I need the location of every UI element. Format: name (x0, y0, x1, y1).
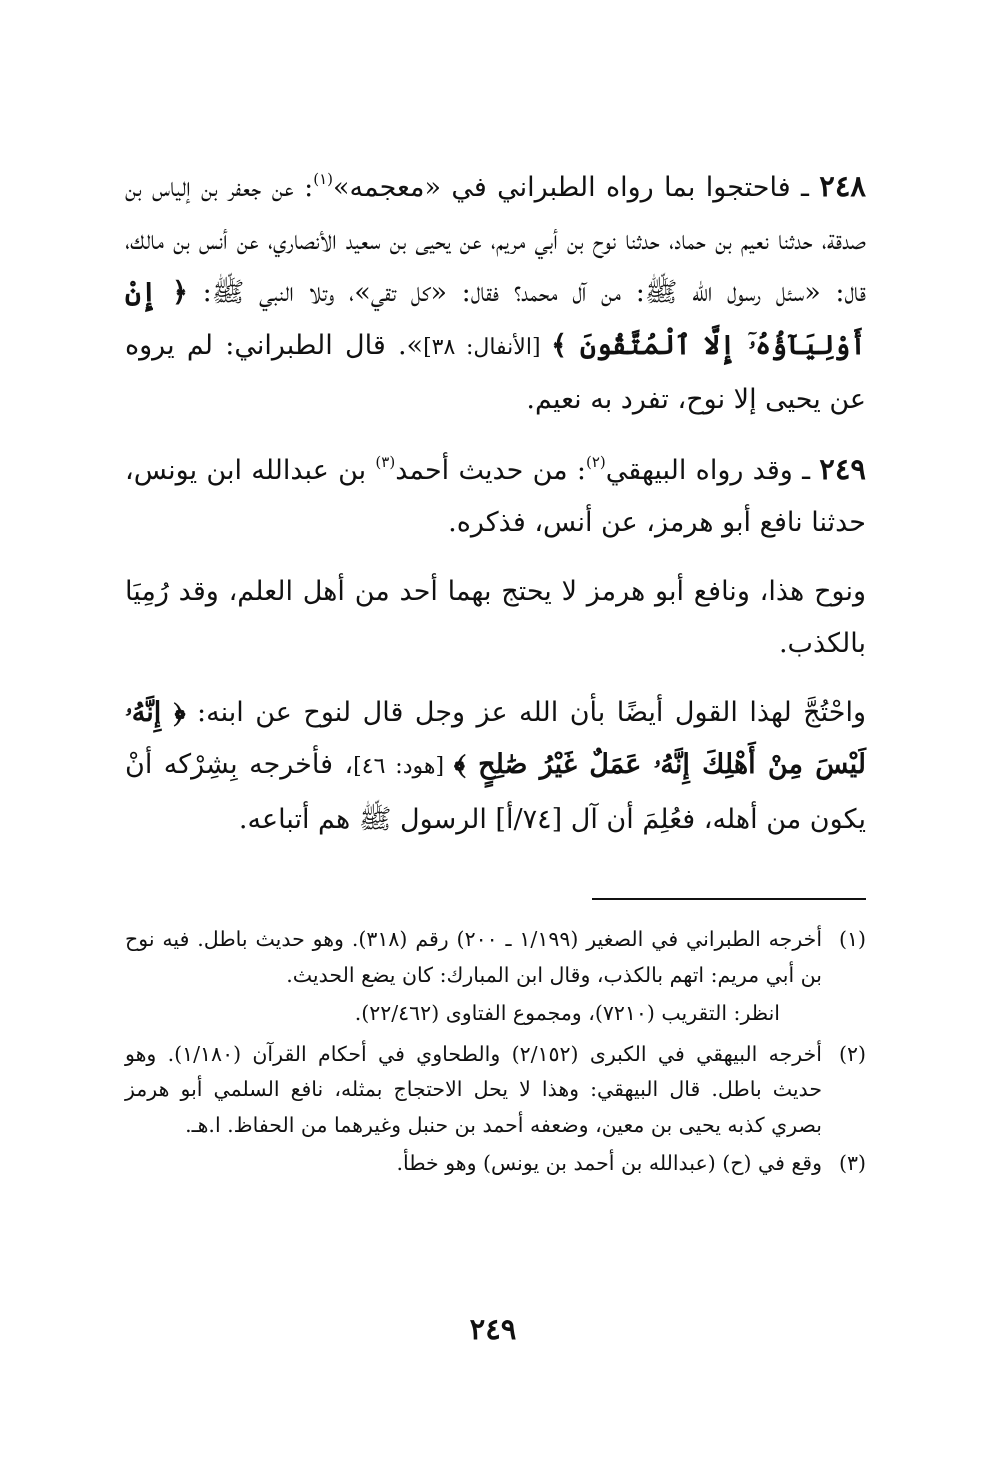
paragraph-text: : من حديث أحمد (395, 454, 586, 486)
paragraph-noah-son (125, 687, 866, 847)
paragraph-text: بن عبدالله ابن يونس، حدثنا نافع أبو هرمز، عن أنس، فذكره. (125, 454, 866, 538)
footnote-number: (١) (838, 927, 866, 951)
footnotes (125, 922, 866, 1185)
quran-bracket-open: ﴿ (173, 696, 186, 728)
quran-bracket-close: ﴾ (551, 329, 567, 361)
footnote-1-reference: انظر: التقريب (٧٢١٠)، ومجموع الفتاوى (٢٢/٤٦٢). (354, 1001, 780, 1025)
footnote-text: أخرجه البيهقي في الكبرى (٢/١٥٢) والطحاوي في أحكام القرآن (١/١٨٠). وهو حديث باطل. قال البيهقي: وهذا لا يحل الاحتجاج بمثله، نافع السلمي أبو هرمز بصري كذبه يحيى بن معين، وضعفه أحمد بن حنبل وغيرهما من الحفاظ. ا.هـ. (125, 1041, 822, 1137)
footnote-number: (٣) (838, 1151, 866, 1175)
footnote-separator (592, 898, 866, 900)
footnote-2 (125, 1037, 866, 1144)
paragraph-text: ـ فاحتجوا بما رواه الطبراني في «معجمه» (332, 172, 820, 203)
footnote-marker[interactable]: (٣) (375, 452, 396, 471)
paragraph-248 (125, 160, 866, 427)
footnote-text: أخرجه الطبراني في الصغير (١/١٩٩ ـ ٢٠٠) رقم (٣١٨). وهو حديث باطل. فيه نوح بن أبي مريم: اتهم بالكذب، وقال ابن المبارك: كان يضع الحديث. (125, 927, 823, 987)
quran-bracket-open: ﴿ (172, 277, 188, 308)
footnote-1 (125, 922, 866, 993)
paragraph-text: ، فأخرجه بِشِرْكه أنْ يكون من أهله، فعُلِمَ أن آل [٧٤/أ] الرسول ﷺ هم أتباعه. (125, 749, 866, 835)
paragraph-249 (125, 443, 866, 550)
paragraph-number: ٢٤٩ (819, 451, 866, 486)
verse-reference: [الأنفال: ٣٨] (423, 334, 552, 360)
quran-verse: إِنْ أَوْلِيَآؤُهُۥٓ إِلَّا ٱلْمُتَّقُونَ (125, 277, 866, 361)
paragraph-noah: ونوح هذا، ونافع أبو هرمز لا يحتج بهما أحد من أهل العلم، وقد رُمِيَا بالكذب. (125, 575, 866, 659)
main-text (125, 160, 866, 846)
footnote-text: وقع في (ح) (عبدالله بن أحمد بن يونس) وهو خطأ. (396, 1151, 822, 1175)
paragraph-number: ٢٤٨ (819, 169, 866, 203)
verse-reference: [هود: ٤٦] (353, 754, 454, 779)
page-number: ٢٤٩ (469, 1312, 517, 1346)
footnote-marker[interactable]: (١) (313, 170, 333, 188)
quran-bracket-close: ﴾ (453, 749, 466, 780)
footnote-number: (٢) (838, 1041, 866, 1066)
footnote-marker[interactable]: (٢) (586, 452, 606, 471)
paragraph-text: ـ وقد رواه البيهقي (605, 454, 820, 486)
footnote-3 (125, 1146, 866, 1182)
paragraph-text: ». قال الطبراني: لم يروه عن يحيى إلا نوح، تفرد به نعيم. (125, 329, 866, 415)
paragraph-text: واحْتُجَّ لهذا القول أيضًا بأن الله عز وجل قال لنوح عن ابنه: (185, 696, 866, 728)
paragraph-text: : عن جعفر بن إلياس بن صدقة، حدثنا نعيم بن حماد، حدثنا نوح بن أبي مريم، عن يحيى بن سعيد الأنصاري، عن أنس بن مالك، قال: «سئل رسول الله ﷺ: من آل محمد؟ فقال: «كل تقي»، وتلا النبي ﷺ: (125, 172, 866, 308)
quran-verse: إِنَّهُۥ لَيْسَ مِنْ أَهْلِكَ إِنَّهُۥ عَمَلٌ غَيْرُ صَٰلِحٍ (125, 696, 866, 780)
